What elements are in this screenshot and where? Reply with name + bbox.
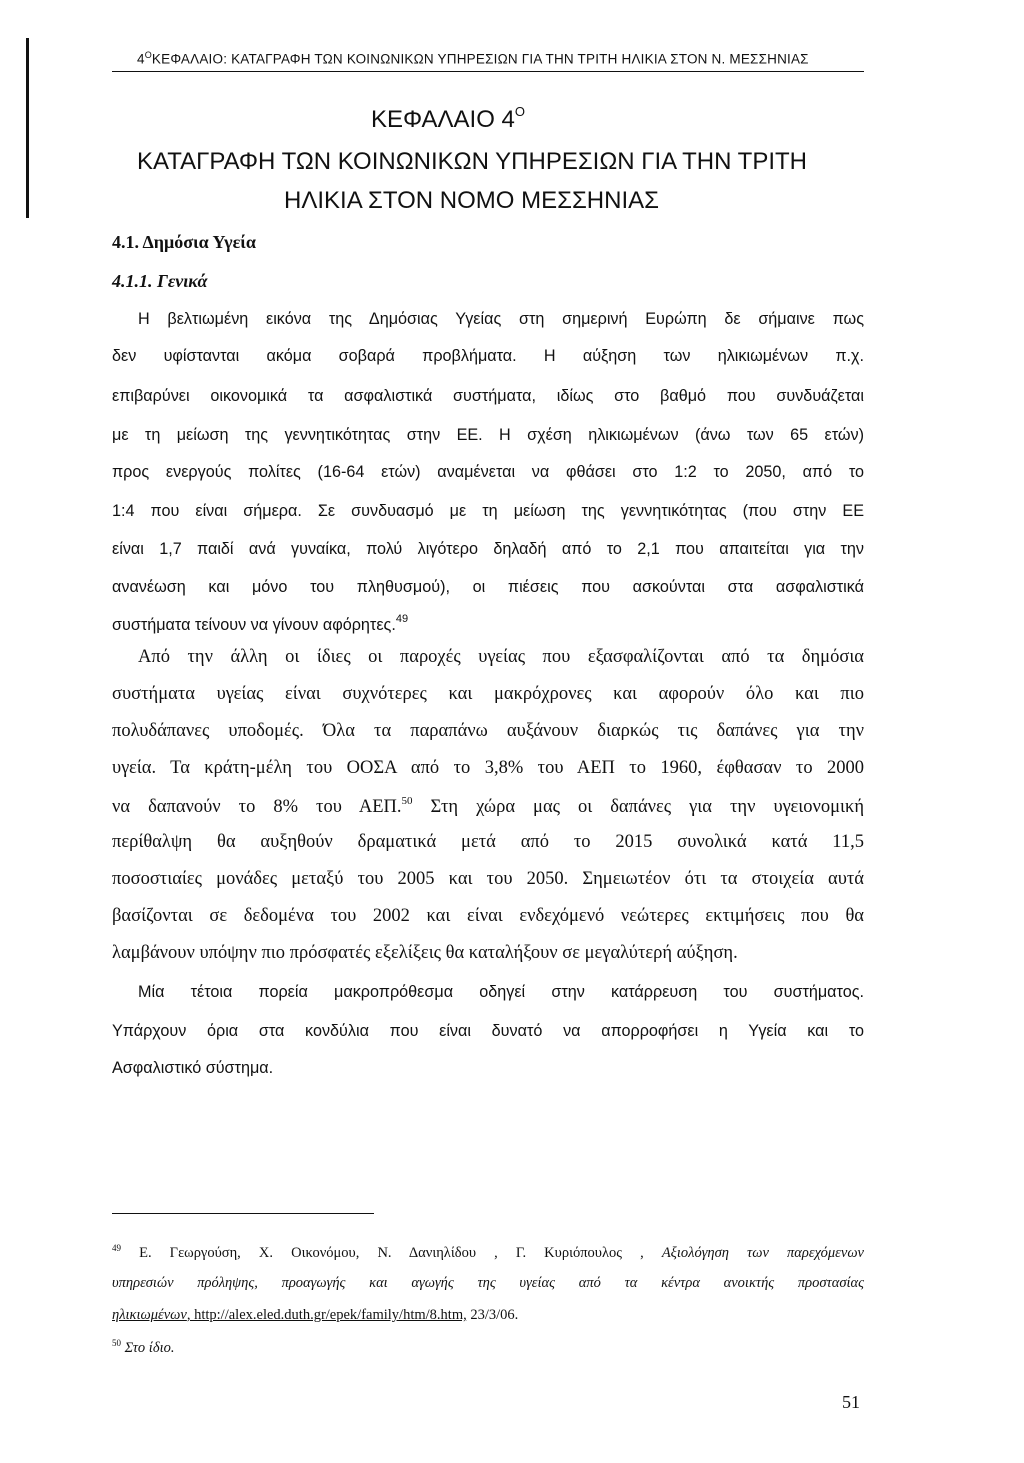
paragraph-2-last-line: λαμβάνουν υπόψην πιο πρόσφατές εξελίξεις θα καταλήξουν σε μεγαλύτερή αύξηση. bbox=[112, 943, 738, 963]
paragraph-1-line: ανανέωση και μόνο του πληθυσμού), οι πιέσεις που ασκούνται στα ασφαλιστικά bbox=[112, 578, 864, 596]
paragraph-3-line: Μία τέτοια πορεία μακροπρόθεσμα οδηγεί στην κατάρρευση του συστήματος. bbox=[138, 983, 864, 1001]
footnote-49-line-1: $^{49}$ Ε. Γεωργούση, Χ. Οικονόμου, Ν. Δανιηλίδου , Γ. Κυριόπουλος , Αξιολόγηση των παρεχόμενων bbox=[112, 1243, 864, 1261]
paragraph-1-line: προς ενεργούς πολίτες (16-64 ετών) αναμένεται να φθάσει στο 1:2 το 2050, από το bbox=[112, 463, 864, 481]
paragraph-3-last-line: Ασφαλιστικό σύστημα. bbox=[112, 1059, 274, 1077]
footnote-49-line-3: ηλικιωμένων, http://alex.eled.duth.gr/epek/family/htm/8.htm, 23/3/06. bbox=[112, 1307, 519, 1323]
paragraph-2-line: ποσοστιαίες μονάδες μεταξύ του 2005 και του 2050. Σημειωτέον ότι τα στοιχεία αυτά bbox=[112, 869, 864, 889]
paragraph-1-line: με τη μείωση της γεννητικότητας στην ΕΕ. Η σχέση ηλικιωμένων (άνω των 65 ετών) bbox=[112, 426, 864, 444]
chapter-title-line-2: ΗΛΙΚΙΑ ΣΤΟΝ ΝΟΜΟ ΜΕΣΣΗΝΙΑΣ bbox=[284, 187, 659, 214]
paragraph-1-line: επιβαρύνει οικονομικά τα ασφαλιστικά συστήματα, ιδίως στο βαθμό που συνδυάζεται bbox=[112, 387, 864, 405]
paragraph-2-line: βασίζονται σε δεδομένα του 2002 και είναι ενδεχόμενό νεώτερες εκτιμήσεις που θα bbox=[112, 906, 864, 926]
footnote-50: $^{50}$ Στο ίδιο. bbox=[112, 1338, 175, 1356]
paragraph-2-line: υγεία. Τα κράτη-μέλη του ΟΟΣΑ από το 3,8% του ΑΕΠ το 1960, έφθασαν το 2000 bbox=[112, 758, 864, 778]
header-rule bbox=[112, 71, 864, 72]
section-heading-4-1: 4.1. Δημόσια Υγεία bbox=[112, 232, 256, 252]
paragraph-1-line: είναι 1,7 παιδί ανά γυναίκα, πολύ λιγότερο δηλαδή από το 2,1 που απαιτείται για την bbox=[112, 540, 864, 558]
paragraph-1-line: 1:4 που είναι σήμερα. Σε συνδυασμό με τη μείωση της γεννητικότητας (που στην ΕΕ bbox=[112, 502, 864, 520]
running-header: $4^OKE\Phi A\Lambda AIO$: ΚΑΤΑΓΡΑΦΗ ΤΩΝ ΚΟΙΝΩΝΙΚΩΝ ΥΠΗΡΕΣΙΩΝ ΓΙΑ ΤΗΝ ΤΡΙΤΗ ΗΛΙΚΙΑ ΣΤΟΝ Ν. ΜΕΣΣΗΝΙΑΣ bbox=[137, 50, 809, 67]
chapter-title-line-1: ΚΑΤΑΓΡΑΦΗ ΤΩΝ ΚΟΙΝΩΝΙΚΩΝ ΥΠΗΡΕΣΙΩΝ ΓΙΑ ΤΗΝ ΤΡΙΤΗ bbox=[137, 148, 807, 175]
scan-margin-line bbox=[26, 38, 29, 218]
paragraph-1-line: δεν υφίστανται ακόμα σοβαρά προβλήματα. Η αύξηση των ηλικιωμένων π.χ. bbox=[112, 347, 864, 365]
footnote-link[interactable]: , http://alex.eled.duth.gr/epek/family/htm/8.htm, bbox=[186, 1307, 467, 1323]
page-number: 51 bbox=[842, 1392, 860, 1412]
paragraph-3-line: Υπάρχουν όρια στα κονδύλια που είναι δυνατό να απορροφήσει η Υγεία και το bbox=[112, 1022, 864, 1040]
footnote-49-line-2: υπηρεσιών πρόληψης, προαγωγής και αγωγής της υγείας από τα κέντρα ανοικτής προστασίας bbox=[112, 1275, 864, 1291]
footnote-ref-50: 50 bbox=[401, 795, 413, 807]
paragraph-2-line: περίθαλψη θα αυξηθούν δραματικά μετά από το 2015 συνολικά κατά 11,5 bbox=[112, 832, 864, 852]
paragraph-2-line: να δαπανούν το 8% του ΑΕΠ.$^{50}$ Στη χώρα μας οι δαπάνες για την υγειονομική bbox=[112, 795, 865, 817]
paragraph-2-line: συστήματα υγείας είναι συχνότερες και μακρόχρονες και αφορούν όλο και πιο bbox=[112, 684, 864, 704]
paragraph-2-line: πολυδάπανες υποδομές. Όλα τα παραπάνω αυξάνουν διαρκώς τις δαπάνες για την bbox=[112, 721, 864, 741]
paragraph-2-line: Από την άλλη οι ίδιες οι παροχές υγείας που εξασφαλίζονται από τα δημόσια bbox=[138, 647, 864, 667]
section-heading-4-1-1: 4.1.1. Γενικά bbox=[112, 271, 208, 291]
chapter-number: ΚΕΦΑΛΑΙΟ $4^O$ bbox=[371, 104, 525, 133]
paragraph-1-line: Η βελτιωμένη εικόνα της Δημόσιας Υγείας στη σημερινή Ευρώπη δε σήμαινε πως bbox=[138, 310, 864, 328]
footnote-rule bbox=[112, 1213, 374, 1214]
footnote-ref-49: 49 bbox=[395, 613, 409, 625]
paragraph-1-last-line: συστήματα τείνουν να γίνουν αφόρητες.$^{49}$ bbox=[112, 613, 409, 634]
